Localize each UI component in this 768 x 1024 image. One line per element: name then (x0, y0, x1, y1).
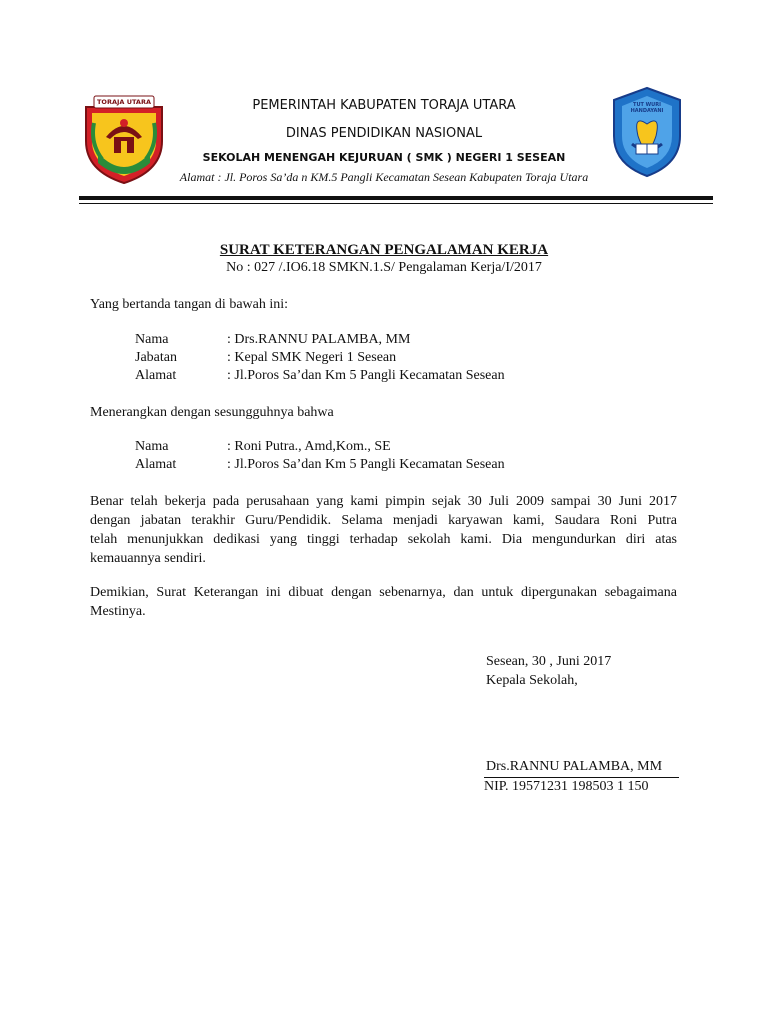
closing-line-1: Demikian, Surat Keterangan ini dibuat dengan sebenarnya, dan untuk dipergunakan sebagaimana (90, 585, 677, 600)
closing-line-2: Mestinya. (90, 604, 146, 619)
body-line-2: dengan jabatan terakhir Guru/Pendidik. Selama menjadi karyawan kami, Saudara Roni Putra (90, 513, 677, 528)
signer-name: Drs.RANNU PALAMBA, MM (486, 759, 663, 774)
intro-text: Yang bertanda tangan di bawah ini: (90, 297, 289, 312)
department-heading: DINAS PENDIDIKAN NASIONAL (285, 126, 483, 141)
body-line-1: Benar telah bekerja pada perusahaan yang kami pimpin sejak 30 Juli 2009 sampai 30 Juni 2017 (90, 494, 677, 509)
signer-name-label: Nama (135, 332, 169, 347)
letter-number: No : 027 /.IO6.18 SMKN.1.S/ Pengalaman Kerja/I/2017 (226, 260, 542, 275)
statement-text: Menerangkan dengan sesungguhnya bahwa (90, 405, 334, 420)
signer-address-value: : Jl.Poros Sa’dan Km 5 Pangli Kecamatan Sesean (227, 368, 505, 383)
signer-address-label: Alamat (135, 368, 177, 383)
body-line-4: kemauannya sendiri. (90, 551, 206, 566)
school-address: Alamat : Jl. Poros Sa’da n KM.5 Pangli Kecamatan Sesean Kabupaten Toraja Utara (179, 170, 589, 184)
government-heading: PEMERINTAH KABUPATEN TORAJA UTARA (252, 98, 516, 113)
place-date: Sesean, 30 , Juni 2017 (486, 654, 612, 669)
letterhead-rule-thick (79, 196, 713, 200)
signer-title: Kepala Sekolah, (486, 673, 578, 688)
letterhead-rule-thin (79, 203, 713, 204)
employee-name-value: : Roni Putra., Amd,Kom., SE (227, 439, 391, 454)
signer-position-label: Jabatan (135, 350, 177, 365)
signer-position-value: : Kepal SMK Negeri 1 Sesean (227, 350, 397, 365)
employee-address-value: : Jl.Poros Sa’dan Km 5 Pangli Kecamatan Sesean (227, 457, 505, 472)
letter-title: SURAT KETERANGAN PENGALAMAN KERJA (219, 242, 549, 258)
employee-name-label: Nama (135, 439, 169, 454)
toraja-utara-logo-text: TORAJA UTARA (97, 98, 151, 106)
signer-nip: NIP. 19571231 198503 1 150 (484, 779, 649, 794)
signer-name-value: : Drs.RANNU PALAMBA, MM (227, 332, 411, 347)
signature-underline (484, 777, 679, 778)
school-heading: SEKOLAH MENENGAH KEJURUAN ( SMK ) NEGERI 1 SESEAN (202, 151, 566, 164)
employee-address-label: Alamat (135, 457, 177, 472)
body-line-3: telah menunjukkan dedikasi yang tinggi terhadap sekolah kami. Dia mengundurkan diri atas (90, 532, 677, 547)
tut-wuri-handayani-logo-text: TUT WURI HANDAYANI (630, 102, 664, 114)
